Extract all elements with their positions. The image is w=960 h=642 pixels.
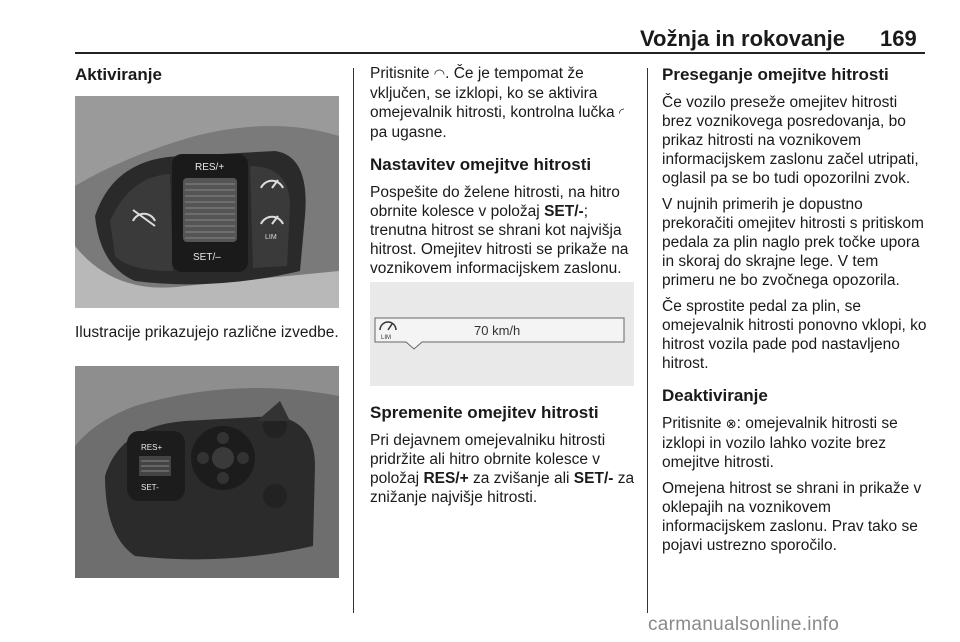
column-1 — [75, 64, 340, 93]
heading-spremenite: Spremenite omejitev hitrosti — [370, 403, 599, 422]
column-2 — [370, 64, 635, 285]
col2-paragraph-3: Pri dejavnem omejevalniku hitrosti pridržite ali hitro obrnite kolesce v položaj RES/+ za zvišanje ali SET/- za znižanje najvišje hitrosti. — [370, 432, 635, 506]
col2-paragraph-1: Pritisnite ◠. Če je tempomat že vključen, se izklopi, ko se aktivira omejevalnik hitrosti, kontrolna lučka ◜ pa ugasne. — [370, 65, 625, 141]
heading-preseganje: Preseganje omejitve hitrosti — [662, 65, 889, 84]
image-caption: Ilustracije prikazujejo različne izvedbe. — [75, 324, 339, 341]
col3-paragraph-3: Če sprostite pedal za plin, se omejevalnik hitrosti ponovno vklopi, ko hitrost vozila pade pod nastavljeno hitrost. — [662, 298, 927, 372]
col3-paragraph-4: Pritisnite ⊗: omejevalnik hitrosti se izklopi in vozilo lahko vozite brez omejitve hitrosti. — [662, 415, 898, 471]
steering-wheel-photo-1 — [75, 96, 339, 308]
column-divider-1 — [353, 68, 354, 613]
page-number: 169 — [880, 26, 917, 51]
heading-aktiviranje: Aktiviranje — [75, 65, 162, 84]
col3-paragraph-1: Če vozilo preseže omejitev hitrosti brez voznikovega posredovanja, bo prikaz hitrosti na voznikovem informacijskem zaslonu začel utripati, oglasil pa se bo tudi opozorilni zvok. — [662, 94, 919, 187]
col2-paragraph-2: Pospešite do želene hitrosti, na hitro obrnite kolesce v položaj SET/-; trenutna hitrost se shrani kot najvišja hitrost. Omejitev hitrosti se prikaže na voznikovem informacijskem zaslonu. — [370, 184, 629, 277]
set-label: SET/– — [193, 252, 221, 263]
instrument-display-figure — [370, 282, 634, 386]
col3-paragraph-2: V nujnih primerih je dopustno prekoračiti omejitev hitrosti s pritiskom pedala za plin naglo prek točke upora in skoraj do skrajne lege. V tem primeru ne bo zvočnega opozorila. — [662, 196, 924, 289]
display-speed: 70 km/h — [474, 323, 521, 338]
heading-nastavitev: Nastavitev omejitve hitrosti — [370, 155, 592, 174]
watermark: carmanualsonline.info — [648, 614, 840, 635]
col3-paragraph-5: Omejena hitrost se shrani in prikaže v oklepajih na voznikovem informacijskem zaslonu. Prav tako se pojavi ustrezno sporočilo. — [662, 480, 922, 554]
column-3 — [662, 64, 927, 562]
lim-label: LIM — [265, 234, 277, 241]
set-minus-label: SET- — [141, 483, 159, 492]
cruise-lamp-icon: ◜ — [618, 106, 625, 121]
heading-deaktiviranje: Deaktiviranje — [662, 386, 768, 405]
caption-block — [75, 323, 340, 349]
column-2-lower — [370, 402, 635, 514]
res-label: RES/+ — [195, 162, 225, 173]
cruise-off-icon: ⊗ — [725, 417, 737, 432]
header-rule — [75, 52, 925, 54]
column-divider-2 — [647, 68, 648, 613]
res-plus-label: RES+ — [141, 443, 163, 452]
display-lim-label: LIM — [381, 335, 392, 341]
running-header: Vožnja in rokovanje — [640, 26, 845, 51]
limiter-icon: ◠ — [433, 67, 446, 82]
steering-wheel-photo-2 — [75, 366, 339, 578]
